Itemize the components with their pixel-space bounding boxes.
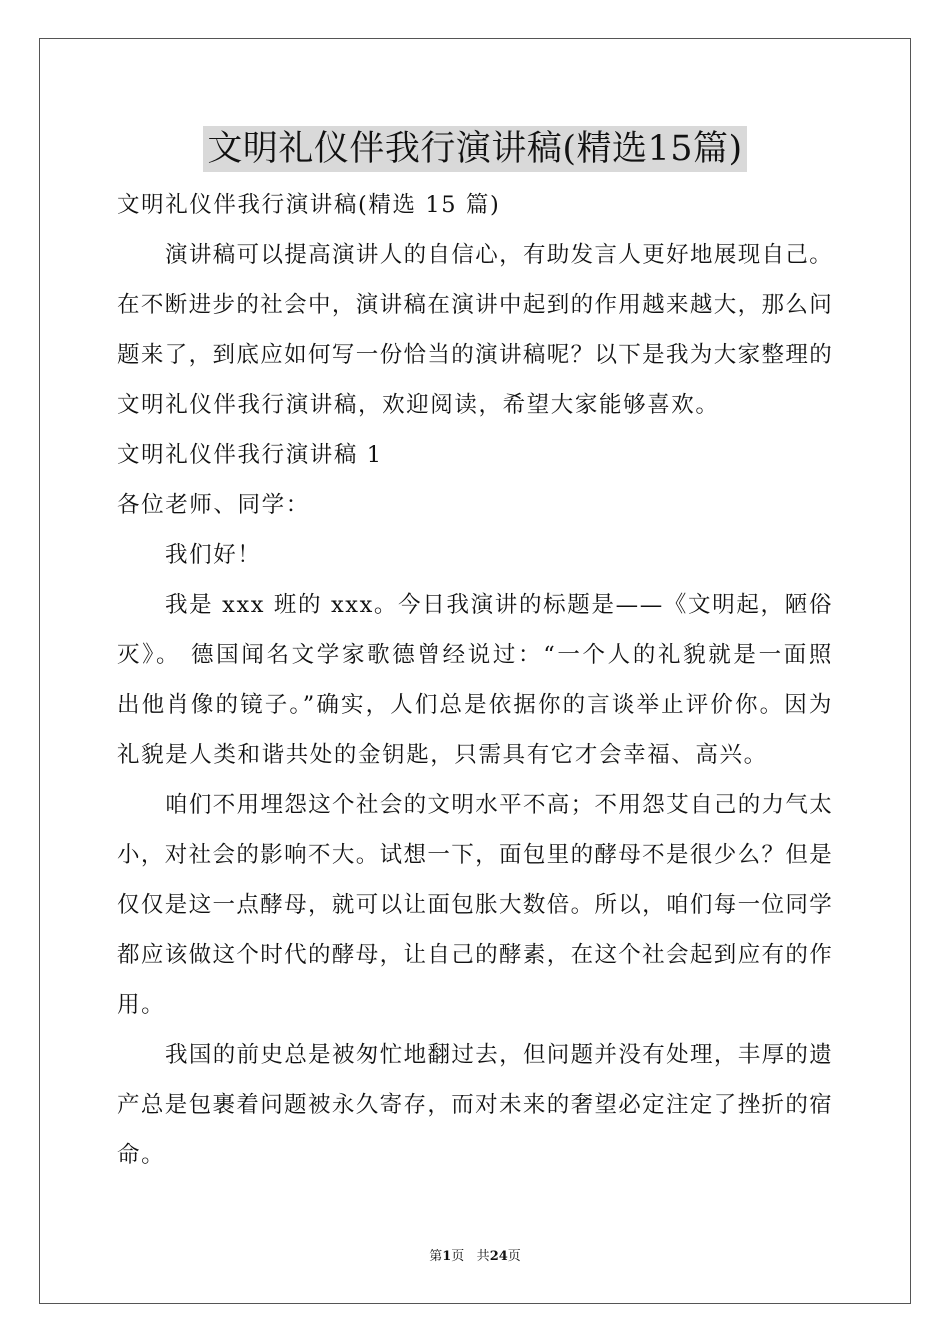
footer-total-suffix: 页: [507, 1249, 521, 1264]
footer-page-prefix: 第: [429, 1249, 443, 1264]
page-footer: [0, 1245, 950, 1264]
text-line: 文明礼仪伴我行演讲稿 1: [117, 442, 383, 468]
text-line: 文明礼仪伴我行演讲稿(精选 15 篇): [117, 192, 501, 218]
document-body: [117, 180, 833, 1180]
text-line: 灭》。 德国闻名文学家歌德曾经说过：“一个人的礼貌就是一面照: [117, 642, 833, 668]
text-line: 出他肖像的镜子。”确实，人们总是依据你的言谈举止评价你。因为: [117, 692, 833, 718]
text-line: 文明礼仪伴我行演讲稿，欢迎阅读，希望大家能够喜欢。: [117, 392, 720, 418]
text-line: 咱们不用埋怨这个社会的文明水平不高；不用怨艾自己的力气太: [165, 792, 833, 818]
text-line: 题来了，到底应如何写一份恰当的演讲稿呢？以下是我为大家整理的: [117, 342, 833, 368]
text-line: 仅仅是这一点酵母，就可以让面包胀大数倍。所以，咱们每一位同学: [117, 892, 833, 918]
text-line: 我是 xxx 班的 xxx。今日我演讲的标题是——《文明起，陋俗: [165, 592, 833, 618]
text-line: 产总是包裹着问题被永久寄存，而对未来的奢望必定注定了挫折的宿: [117, 1092, 833, 1118]
text-line: 我国的前史总是被匆忙地翻过去，但问题并没有处理，丰厚的遗: [165, 1042, 833, 1068]
text-line: 小，对社会的影响不大。试想一下，面包里的酵母不是很少么？但是: [117, 842, 833, 868]
text-line: 各位老师、同学：: [117, 492, 310, 518]
footer-page-suffix: 页: [451, 1249, 465, 1264]
text-line: 命。: [117, 1142, 166, 1168]
text-line: 用。: [117, 992, 166, 1018]
footer-total-pages: 24: [489, 1249, 508, 1264]
text-line: 礼貌是人类和谐共处的金钥匙，只需具有它才会幸福、高兴。: [117, 742, 768, 768]
text-line: 都应该做这个时代的酵母，让自己的酵素，在这个社会起到应有的作: [117, 942, 833, 968]
text-line: 我们好！: [165, 542, 262, 568]
footer-total-prefix: 共: [476, 1249, 490, 1264]
text-line: 演讲稿可以提高演讲人的自信心，有助发言人更好地展现自己。: [165, 242, 833, 268]
footer-page-number: 1: [442, 1249, 452, 1264]
title-container: [0, 126, 950, 172]
document-title: 文明礼仪伴我行演讲稿(精选15篇): [203, 126, 746, 172]
text-line: 在不断进步的社会中，演讲稿在演讲中起到的作用越来越大，那么问: [117, 292, 833, 318]
